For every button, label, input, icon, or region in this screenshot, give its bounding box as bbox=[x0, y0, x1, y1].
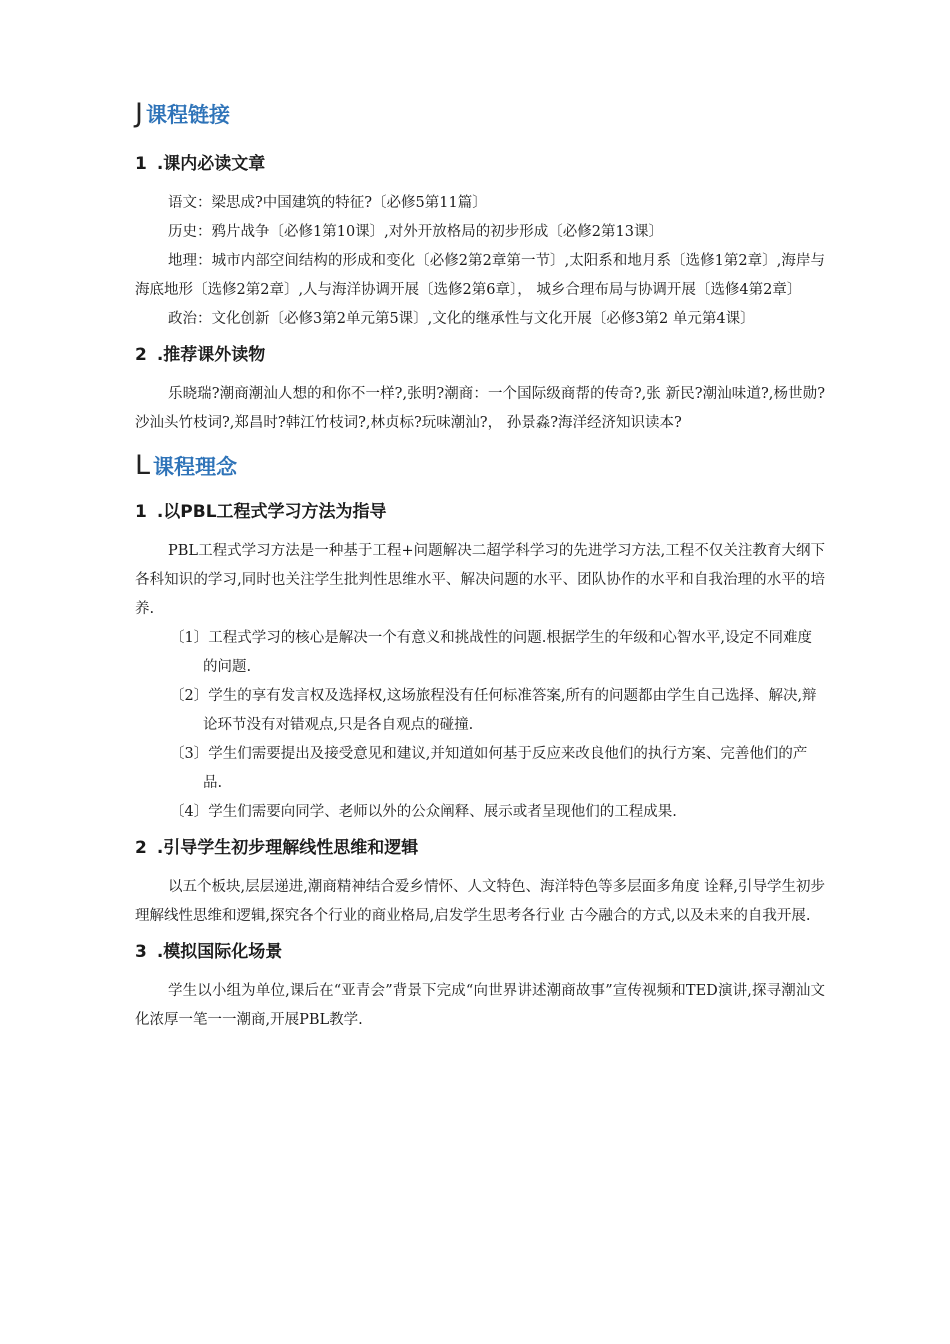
paragraph: 语文：梁思成?中国建筑的特征?〔必修5第11篇〕 bbox=[168, 195, 487, 211]
subsection-title: .课内必读文章 bbox=[156, 154, 266, 174]
subsection-number: 2 bbox=[135, 345, 147, 365]
subsection-heading bbox=[135, 149, 825, 179]
paragraph: 地理：城市内部空间结构的形成和变化〔必修2第2章第一节〕,太阳系和地月系〔选修1第2章〕,海岸与海底地形〔选修2第2章〕,人与海洋协调开展〔选修2第6章〕， 城乡合理布局与协调开展〔选修4第2章〕 bbox=[135, 253, 825, 298]
paragraph: PBL工程式学习方法是一种基于工程+问题解决二超学科学习的先进学习方法,工程不仅关注教育大纲下各科知识的学习,同时也关注学生批判性思维水平、解决问题的水平、团队协作的水平和自我治理的水平的培养. bbox=[135, 543, 825, 617]
subsection-number: 3 bbox=[135, 942, 147, 962]
section-title: 课程理念 bbox=[153, 455, 238, 479]
subsection-number: 1 bbox=[135, 154, 147, 174]
subsection-number: 1 bbox=[135, 502, 147, 522]
subsection-heading bbox=[135, 497, 825, 527]
subsection-heading bbox=[135, 340, 825, 370]
document-body bbox=[135, 98, 825, 1035]
subsection-number: 2 bbox=[135, 838, 147, 858]
subsection-title: .模拟国际化场景 bbox=[156, 942, 283, 962]
list-item: 〔4〕学生们需要向同学、老师以外的公众阐释、展示或者呈现他们的工程成果. bbox=[170, 804, 677, 820]
section-letter: J bbox=[135, 98, 143, 129]
subsection-heading bbox=[135, 937, 825, 967]
paragraph: 乐晓瑞?潮商潮汕人想的和你不一样?,张明?潮商：一个国际级商帮的传奇?,张 新民?潮汕味道?,杨世勋?沙汕头竹枝词?,郑昌时?韩江竹枝词?,林贞标?玩味潮汕?， 孙景淼?海洋经济知识读本? bbox=[135, 386, 825, 431]
subsection-title: .引导学生初步理解线性思维和逻辑 bbox=[156, 838, 419, 858]
paragraph: 政治：文化创新〔必修3第2单元第5课〕,文化的继承性与文化开展〔必修3第2 单元第4课〕 bbox=[168, 311, 755, 327]
subsection-title: .推荐课外读物 bbox=[156, 345, 266, 365]
list-item: 〔3〕学生们需要提出及接受意见和建议,并知道如何基于反应来改良他们的执行方案、完善他们的产品. bbox=[170, 746, 808, 791]
paragraph: 以五个板块,层层递进,潮商精神结合爱乡情怀、人文特色、海洋特色等多层面多角度 诠释,引导学生初步理解线性思维和逻辑,探究各个行业的商业格局,启发学生思考各行业 古今融合的方式,以及未来的自我开展. bbox=[135, 879, 825, 924]
section-letter: L bbox=[135, 450, 151, 481]
list-item: 〔2〕学生的享有发言权及选择权,这场旅程没有任何标准答案,所有的问题都由学生自己选择、解决,辩论环节没有对错观点,只是各自观点的碰撞. bbox=[170, 688, 817, 733]
subsection-title: .以PBL工程式学习方法为指导 bbox=[156, 502, 387, 522]
list-item: 〔1〕工程式学习的核心是解决一个有意义和挑战性的问题.根据学生的年级和心智水平,设定不同难度的问题. bbox=[170, 630, 812, 675]
subsection-heading bbox=[135, 833, 825, 863]
section-title: 课程链接 bbox=[145, 103, 230, 127]
section-heading bbox=[135, 98, 825, 129]
paragraph: 学生以小组为单位,课后在“亚青会”背景下完成“向世界讲述潮商故事”宣传视频和TED演讲,探寻潮汕文化浓厚一笔一一潮商,开展PBL教学. bbox=[135, 983, 825, 1028]
paragraph: 历史：鸦片战争〔必修1第10课〕,对外开放格局的初步形成〔必修2第13课〕 bbox=[168, 224, 663, 240]
section-heading bbox=[135, 450, 825, 481]
